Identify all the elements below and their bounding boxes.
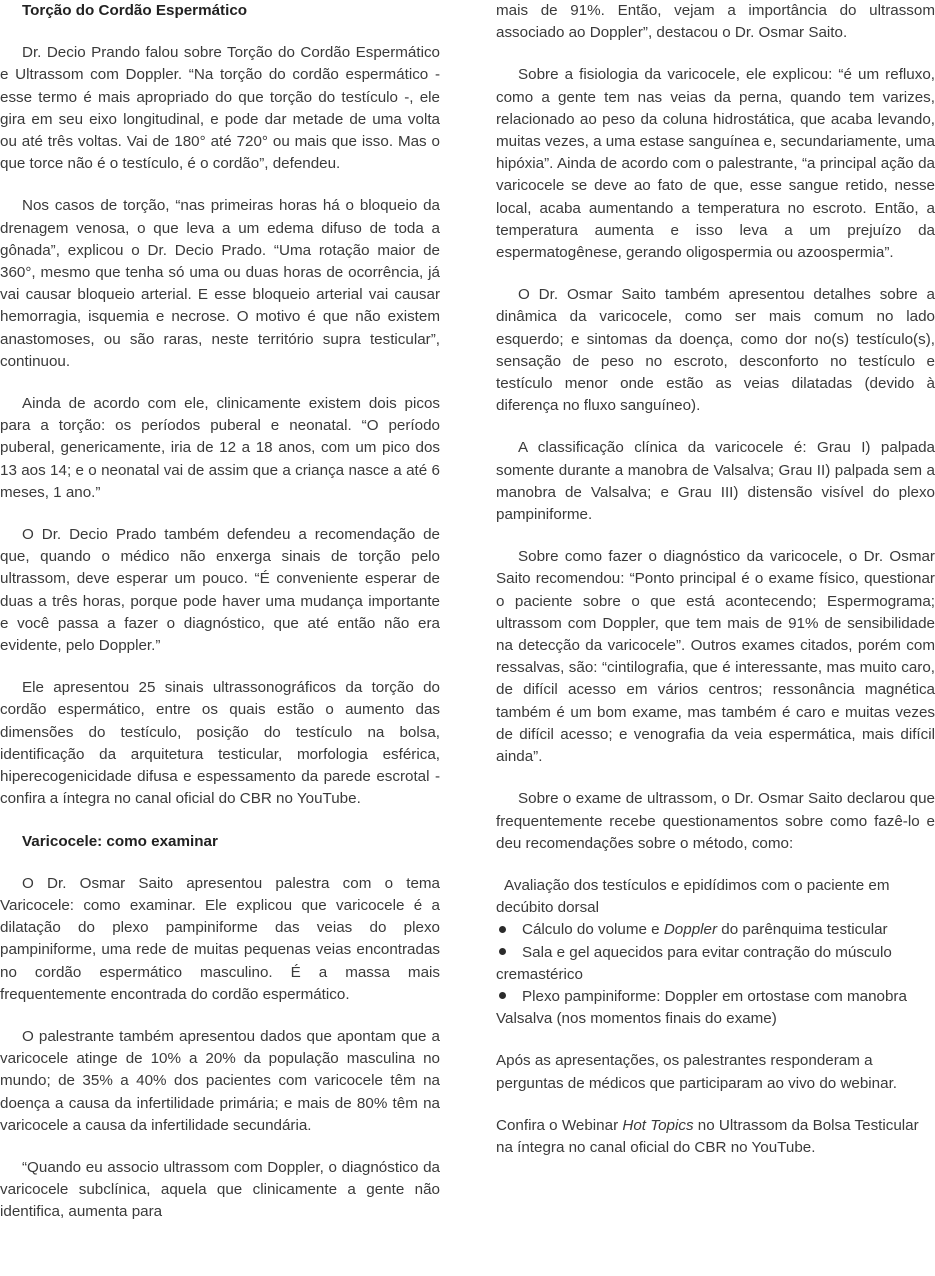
- paragraph: Após as apresentações, os palestrantes responderam a perguntas de médicos que participaram ao vivo do webinar.: [496, 1052, 898, 1092]
- list-item-text: Sala e gel aquecidos para evitar contração do músculo cremastérico: [496, 943, 892, 983]
- list-item: [496, 986, 935, 1030]
- left-column: [0, 0, 440, 1224]
- closing-paragraph: [496, 1115, 935, 1159]
- section-heading-torcao: Torção do Cordão Espermático: [22, 2, 248, 19]
- webinar-title: Hot Topics: [622, 1116, 694, 1134]
- paragraph: O Dr. Decio Prado também defendeu a recomendação de que, quando o médico não enxerga sinais de torção pelo ultrassom, deve esperar um pouco. “É conveniente esperar de duas a três horas, porque pode haver uma mudança importante e você passa a fazer o diagnóstico, que até então não era evidente, pelo Doppler.”: [0, 526, 440, 655]
- paragraph: O palestrante também apresentou dados que apontam que a varicocele atinge de 10% a 20% da população masculina no mundo; de 35% a 40% dos pacientes com varicocele têm na doença a causa da infertilidade primária; e mais de 80% têm na varicocele a causa da infertilidade secundária.: [0, 1027, 440, 1134]
- recommendation-list: [496, 875, 935, 1030]
- list-item-emphasis: Doppler: [663, 921, 718, 939]
- list-item: [496, 875, 935, 919]
- paragraph: “Quando eu associo ultrassom com Doppler, o diagnóstico da varicocele subclínica, aquela que clinicamente a gente não identifica, aumenta para: [0, 1158, 440, 1221]
- paragraph: mais de 91%. Então, vejam a importância do ultrassom associado ao Doppler”, destacou o Dr. Osmar Saito.: [496, 2, 935, 42]
- right-column: [496, 0, 935, 1159]
- bullet-icon: [499, 992, 506, 999]
- list-item-text: Plexo pampiniforme: Doppler em ortostase com manobra Valsalva (nos momentos finais do exame): [496, 987, 907, 1028]
- closing-text: no Ultrassom da Bolsa Testicular na íntegra no canal oficial do CBR no YouTube.: [496, 1116, 919, 1156]
- paragraph: O Dr. Osmar Saito apresentou palestra com o tema Varicocele: como examinar. Ele explicou que varicocele é a dilatação do plexo pampiniforme das veias do plexo pampiniforme, uma rede de muitas pequenas veias encontradas no cordão espermático masculino. É a massa mais frequentemente encontrada do cordão espermático.: [0, 874, 440, 1003]
- paragraph: Ainda de acordo com ele, clinicamente existem dois picos para a torção: os períodos puberal e neonatal. “O período puberal, genericamente, iria de 12 a 18 anos, com um pico dos 13 aos 14; e o neonatal vai de assim que a criança nasce a até 6 meses, 1 ano.”: [0, 395, 440, 501]
- bullet-icon: [499, 948, 506, 955]
- paragraph: Dr. Decio Prando falou sobre Torção do Cordão Espermático e Ultrassom com Doppler. “Na torção do cordão espermático - esse termo é mais apropriado do que torção do testículo -, ele gira em seu eixo longitudinal, e pode dar metade de uma volta ou até três voltas. Vai de 180° até 720° ou mais que isso. Mas o que torce não é o testículo, é o cordão”, defendeu.: [0, 44, 440, 173]
- list-item-text: Cálculo do volume e: [522, 921, 660, 939]
- paragraph: O Dr. Osmar Saito também apresentou detalhes sobre a dinâmica da varicocele, como ser mais comum no lado esquerdo; e sintomas da doença, como dor no(s) testículo(s), sensação de peso no escroto, desconforto no testículo e testículo menor onde estão as veias dilatadas (devido à diferença no fluxo sanguíneo).: [496, 286, 935, 415]
- bullet-icon: [499, 926, 506, 933]
- list-item-text: Avaliação dos testículos e epidídimos com o paciente em decúbito dorsal: [496, 876, 890, 917]
- paragraph: Sobre a fisiologia da varicocele, ele explicou: “é um refluxo, como a gente tem nas veias da perna, quando tem varizes, relacionado ao peso da coluna hidrostática, que acaba levando, muitas vezes, a uma estase sanguínea e, secundariamente, uma hipóxia”. Ainda de acordo com o palestrante, “a principal ação da varicocele se deve ao fato de que, esse sangue retido, nesse local, acaba aumentando a temperatura no escroto. Então, a temperatura aumenta e isso leva a um prejuízo da espermatogênese, gerando oligospermia ou azoospermia”.: [496, 66, 935, 262]
- paragraph: Ele apresentou 25 sinais ultrassonográficos da torção do cordão espermático, entre os quais estão o aumento das dimensões do testículo, posição do testículo na bolsa, identificação da arquitetura testicular, morfologia esférica, hiperecogenicidade difusa e espessamento da parede escrotal - confira a íntegra no canal oficial do CBR no YouTube.: [0, 679, 440, 808]
- paragraph: A classificação clínica da varicocele é: Grau I) palpada somente durante a manobra de Valsalva; Grau II) palpada sem a manobra de Valsalva; e Grau III) distensão visível do plexo pampiniforme.: [496, 439, 935, 524]
- paragraph: Sobre o exame de ultrassom, o Dr. Osmar Saito declarou que frequentemente recebe questionamentos sobre como fazê-lo e deu recomendações sobre o método, como:: [496, 790, 935, 852]
- paragraph: Nos casos de torção, “nas primeiras horas há o bloqueio da drenagem venosa, o que leva a um edema difuso de toda a gônada”, explicou o Dr. Decio Prado. “Uma rotação maior de 360°, mesmo que tenha só uma ou duas horas de ocorrência, já vai causar bloqueio arterial. E esse bloqueio arterial vai causar hemorragia, isquemia e necrose. O motivo é que não existem anastomoses, ou são raras, neste território supra testicular”, continuou.: [0, 197, 440, 370]
- list-item: [496, 919, 935, 941]
- section-heading-varicocele: Varicocele: como examinar: [22, 832, 218, 850]
- list-item-text: do parênquima testicular: [721, 921, 888, 939]
- list-item: [496, 942, 935, 986]
- paragraph: Sobre como fazer o diagnóstico da varicocele, o Dr. Osmar Saito recomendou: “Ponto principal é o exame físico, questionar o paciente sobre o que está acontecendo; Espermograma; ultrassom com Doppler, que tem mais de 91% de sensibilidade na detecção da varicocele”. Outros exames citados, porém com ressalvas, são: “cintilografia, que é interessante, mas muito caro, de difícil acesso em vários centros; ressonância magnética também é um bom exame, mas também é caro e muitas vezes de difícil acesso; e venografia da veia espermática, mais difícil ainda”.: [496, 548, 935, 766]
- closing-text: Confira o Webinar: [496, 1116, 619, 1134]
